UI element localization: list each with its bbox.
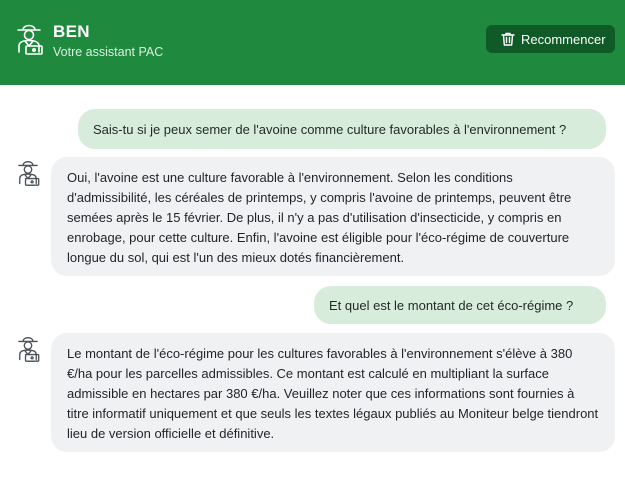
app-header (0, 0, 625, 85)
user-message-text: Sais-tu si je peux semer de l'avoine comme culture favorables à l'environnement ? (93, 121, 567, 137)
farmer-avatar-icon (14, 334, 42, 362)
bot-message (51, 333, 615, 452)
user-message (314, 286, 606, 324)
farmer-avatar-icon (14, 21, 44, 55)
restart-button[interactable] (486, 25, 615, 53)
bot-message-text: Le montant de l'éco-régime pour les cultures favorables à l'environnement s'élève à 380 €/ha pour les parcelles admissibles. Ce montant est calculé en multipliant la surface admissible en hectares par 380 €/ha. Veuillez noter que ces informations sont fournies à titre informatif uniquement et que seuls les textes légaux publiés au Moniteur belge tiendront lieu de version officielle et définitive. (67, 346, 599, 441)
assistant-subtitle: Votre assistant PAC (53, 45, 164, 59)
bot-message (51, 157, 615, 276)
trash-icon (500, 31, 516, 47)
restart-button-label: Recommencer (521, 31, 606, 47)
user-message-text: Et quel est le montant de cet éco-régime ? (329, 297, 574, 313)
user-message (78, 109, 606, 149)
farmer-avatar-icon (14, 158, 42, 186)
bot-message-text: Oui, l'avoine est une culture favorable à l'environnement. Selon les conditions d'admissibilité, les céréales de printemps, y compris l'avoine de printemps, peuvent être semées après le 15 février. De plus, il n'y a pas d'utilisation d'insecticide, y compris en enrobage, pour cette culture. Enfin, l'avoine est éligible pour l'éco-régime de couverture longue du sol, qui est l'un des mieux dotés financièrement. (67, 170, 572, 265)
assistant-name: BEN (53, 22, 90, 41)
